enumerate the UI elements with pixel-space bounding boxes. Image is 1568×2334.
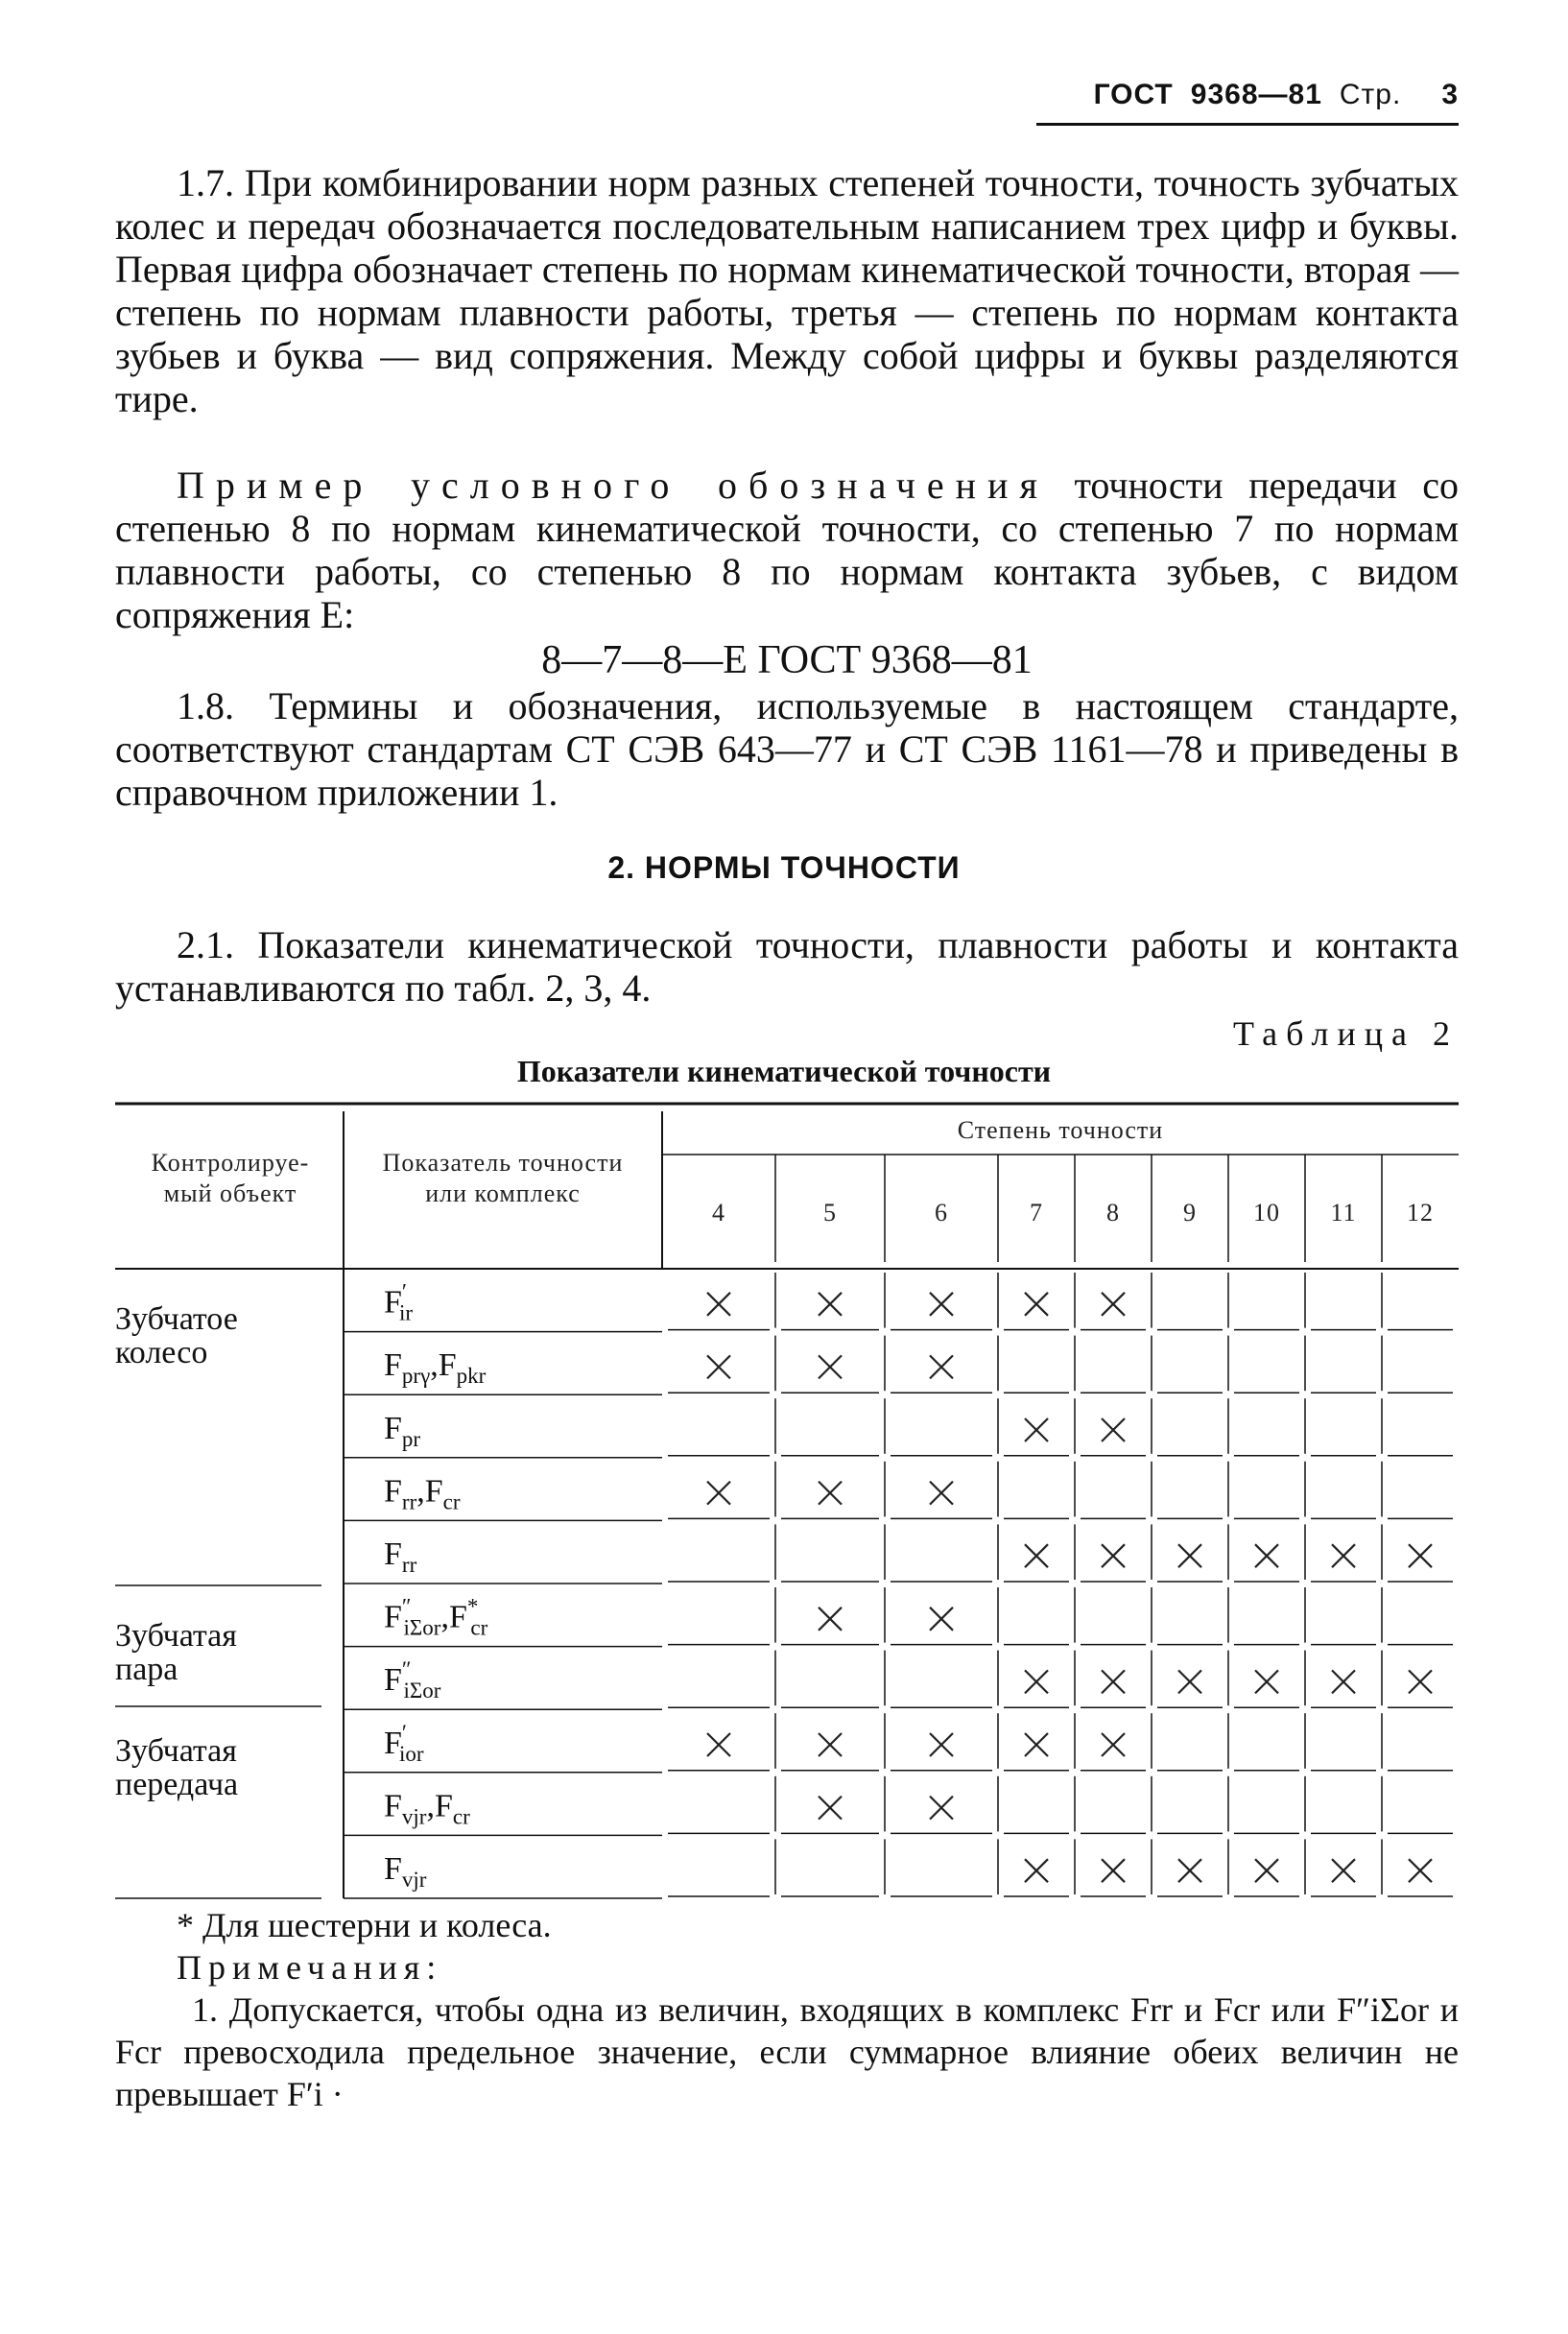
applicable-mark [1102,1733,1125,1756]
group-gear-wheel-line2: колесо [115,1335,208,1370]
applicable-mark [819,1293,842,1316]
applicable-mark [930,1355,953,1378]
grade-header-12: 12 [1407,1199,1434,1227]
group-gear-train-line1: Зубчатая [115,1733,237,1769]
table-row [344,1398,1453,1458]
grade-header-11: 11 [1330,1199,1357,1227]
applicable-mark [819,1608,842,1631]
row-indicator: F′ ir [384,1279,414,1325]
paragraph-1-7-text: 1.7. При комбинировании норм разных степеней точности, точность зубчатых колес и передач обозначается последовательным написанием трех цифр и буквы. Первая цифра обозначает степень по нормам кинематической точности, вторая — степень по нормам плавности работы, третья — степень по нормам контакта зубьев и буква — вид сопряжения. Между собой цифры и буквы разделяются тире. [115,161,1459,420]
applicable-mark [819,1733,842,1756]
row-indicator: F″ iΣor,F* cr [384,1594,488,1640]
section-title: 2. НОРМЫ ТОЧНОСТИ [607,850,961,885]
paragraph-1-8-text: 1.8. Термины и обозначения, используемые в настоящем стандарте, соответствуют стандартам СТ СЭВ 643—77 и СТ СЭВ 1161—78 и приведены в справочном приложении 1. [115,684,1459,814]
standard-label: ГОСТ [1093,79,1174,110]
applicable-mark [1102,1670,1125,1693]
applicable-mark [1255,1670,1278,1693]
group-gear-pair-line2: пара [115,1652,178,1687]
row-indicator: $F_{vjr}$ [384,1851,427,1892]
applicable-mark [1025,1544,1048,1567]
row-indicator: F′ ior [384,1720,424,1766]
applicable-mark [1332,1670,1355,1693]
row-indicator: $F_{pr\gamma},F_{pkr}$ [384,1347,487,1389]
grade-headers [712,1155,1434,1262]
group-gear-pair-line1: Зубчатая [115,1618,237,1654]
page-label: Стр. [1339,79,1402,110]
note-1: 1. Допускается, чтобы одна из величин, входящих в комплекс Frr и Fcr или F″iΣor и Fcr превосходила предельное значение, если суммарное влияние обеих величин не превышает F′i · [115,1990,1459,2113]
applicable-mark [1332,1859,1355,1882]
table-number: Таблица 2 [1233,1014,1459,1053]
row-indicator: $F_{rr},F_{cr}$ [384,1473,461,1514]
example-body: точности передачи со степенью 8 по нормам кинематической точности, со степенью 7 по нормам плавности работы, со степенью 8 по нормам контакта зубьев, с видом сопряжения Е: [115,464,1459,636]
applicable-mark [1409,1544,1432,1567]
group-gear-train-line2: передача [115,1767,239,1802]
page-number: 3 [1441,79,1459,110]
applicable-mark [819,1355,842,1378]
applicable-mark [1255,1544,1278,1567]
applicable-mark [1102,1544,1125,1567]
applicable-mark [930,1733,953,1756]
applicable-mark [1102,1418,1125,1441]
column-indicator-line2: или комплекс [425,1179,581,1207]
applicable-mark [930,1797,953,1820]
grade-header-4: 4 [712,1199,725,1227]
applicable-mark [707,1293,730,1316]
applicable-mark [930,1482,953,1505]
applicable-mark [1178,1859,1201,1882]
applicable-mark [930,1293,953,1316]
applicable-mark [930,1608,953,1631]
group-gear-wheel-line1: Зубчатое [115,1301,238,1337]
standard-number: 9368—81 [1190,79,1322,110]
row-indicator: $F_{pr}$ [384,1410,421,1451]
grade-header-8: 8 [1106,1199,1120,1227]
applicable-mark [1409,1670,1432,1693]
applicable-mark [1102,1293,1125,1316]
applicable-mark [1409,1859,1432,1882]
applicable-mark [819,1797,842,1820]
applicable-mark [707,1733,730,1756]
table-row [344,1839,1453,1898]
table-row [344,1587,1453,1647]
column-object-line2: мый объект [163,1179,297,1207]
grade-header-6: 6 [935,1199,948,1227]
applicable-mark [1025,1293,1048,1316]
grade-header-7: 7 [1030,1199,1043,1227]
grade-header-10: 10 [1253,1199,1280,1227]
table-row [344,1273,1453,1332]
row-indicator: $F_{rr}$ [384,1536,417,1577]
applicable-mark [707,1355,730,1378]
applicable-mark [1025,1733,1048,1756]
column-object-line1: Контролируе- [151,1149,310,1177]
footnote-star: * Для шестерни и колеса. [177,1906,552,1944]
table-row [344,1462,1453,1521]
example-lead: Пример условного обозначения [177,464,1049,507]
notes-heading: Примечания: [177,1948,443,1987]
applicable-mark [707,1482,730,1505]
row-indicator: $F_{vjr},F_{cr}$ [384,1788,470,1829]
table-row [344,1524,1453,1584]
applicable-mark [1025,1670,1048,1693]
applicable-mark [1255,1859,1278,1882]
applicable-mark [1178,1544,1201,1567]
applicable-mark [1332,1544,1355,1567]
column-indicator-line1: Показатель точности [382,1149,624,1177]
table-row [344,1336,1453,1395]
column-group-accuracy-grade: Степень точности [957,1116,1164,1144]
grade-header-9: 9 [1183,1199,1197,1227]
designation-formula: 8—7—8—Е ГОСТ 9368—81 [541,638,1033,682]
applicable-mark [1025,1859,1048,1882]
table-title: Показатели кинематической точности [516,1054,1052,1088]
paragraph-2-1-text: 2.1. Показатели кинематической точности, плавности работы и контакта устанавливаются по табл. 2, 3, 4. [115,923,1459,1010]
object-groups [115,1301,238,1802]
grade-header-5: 5 [823,1199,837,1227]
table-notes [115,1904,1459,2115]
applicable-mark [1102,1859,1125,1882]
table-row [344,1651,1453,1710]
table-body [344,1273,1453,1898]
row-indicator: F″ iΣor [384,1657,441,1703]
applicable-mark [819,1482,842,1505]
applicable-mark [1178,1670,1201,1693]
applicable-mark [1025,1418,1048,1441]
table-row [344,1776,1453,1836]
table-row [344,1713,1453,1773]
